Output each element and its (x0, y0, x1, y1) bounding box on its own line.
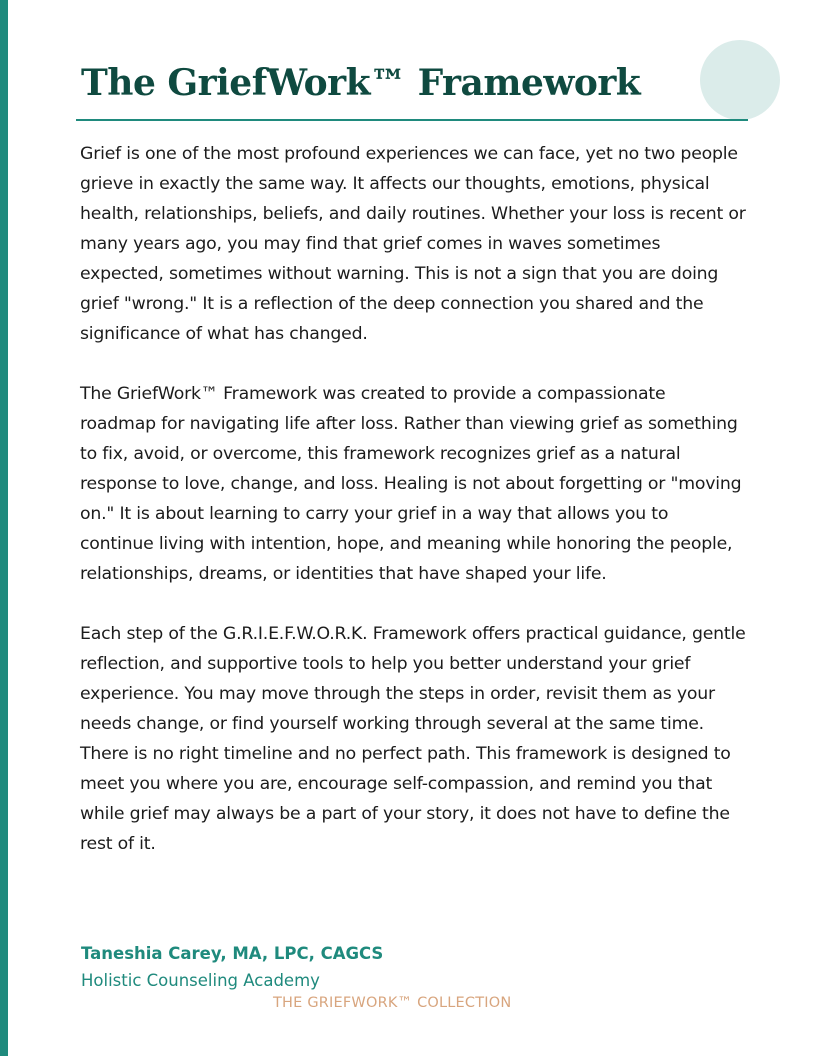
page-title: The GriefWork™ Framework (81, 62, 641, 104)
body-text (80, 139, 746, 859)
left-accent-bar (0, 0, 8, 1056)
collection-label: THE GRIEFWORK™ COLLECTION (273, 995, 512, 1011)
decorative-circle (700, 40, 780, 120)
paragraph-steps: Each step of the G.R.I.E.F.W.O.R.K. Framework offers practical guidance, gentle reflection, and supportive tools to help you better understand your grief experience. You may move through the steps in order, revisit them as your needs change, or find yourself working through several at the same time. There is no right timeline and no perfect path. This framework is designed to meet you where you are, encourage self-compassion, and remind you that while grief may always be a part of your story, it does not have to define the rest of it. (80, 624, 746, 854)
title-divider (76, 119, 748, 121)
paragraph-intro: Grief is one of the most profound experiences we can face, yet no two people grieve in exactly the same way. It affects our thoughts, emotions, physical health, relationships, beliefs, and daily routines. Whether your loss is recent or many years ago, you may find that grief comes in waves sometimes expected, sometimes without warning. This is not a sign that you are doing grief "wrong." It is a reflection of the deep connection you shared and the significance of what has changed. (80, 144, 746, 344)
organization-name: Holistic Counseling Academy (81, 971, 320, 990)
author-name: Taneshia Carey, MA, LPC, CAGCS (81, 944, 384, 963)
paragraph-framework: The GriefWork™ Framework was created to provide a compassionate roadmap for navigating life after loss. Rather than viewing grief as something to fix, avoid, or overcome, this framework recognizes grief as a natural response to love, change, and loss. Healing is not about forgetting or "moving on." It is about learning to carry your grief in a way that allows you to continue living with intention, hope, and meaning while honoring the people, relationships, dreams, or identities that have shaped your life. (80, 384, 742, 584)
